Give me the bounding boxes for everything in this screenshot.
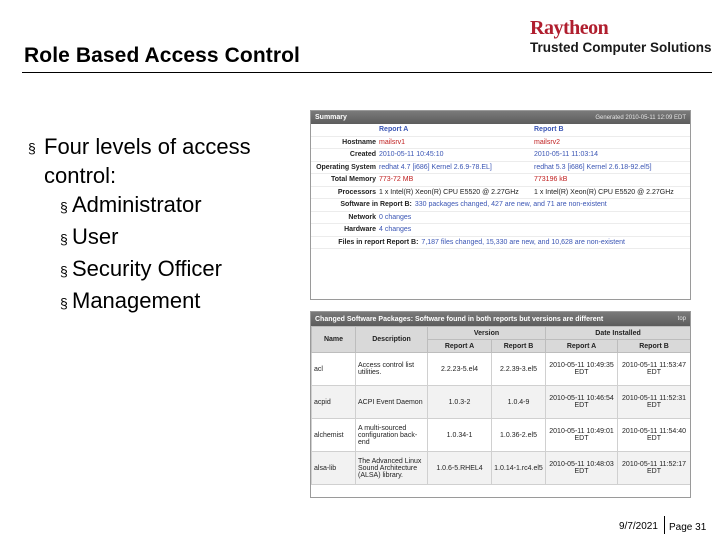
summary-hardware-row bbox=[311, 224, 690, 237]
software-label: Software in Report B: bbox=[340, 201, 412, 208]
summary-network-row bbox=[311, 212, 690, 225]
summary-value-a: 773-72 MB bbox=[379, 176, 414, 183]
access-level-label: Administrator bbox=[72, 192, 202, 217]
summary-label-spacer bbox=[311, 124, 379, 136]
col-description[interactable]: Description bbox=[356, 327, 428, 353]
package-description: ACPI Event Daemon bbox=[356, 386, 428, 419]
summary-row bbox=[311, 162, 690, 175]
packages-top-link[interactable]: top bbox=[677, 316, 686, 322]
summary-value-b: 2010-05-11 11:03:14 bbox=[534, 151, 598, 158]
files-label: Files in report Report B: bbox=[338, 238, 419, 246]
access-level-label: Management bbox=[72, 288, 201, 313]
summary-title: Summary bbox=[315, 114, 347, 121]
logo-brand: Raytheon bbox=[530, 17, 609, 39]
packages-table bbox=[311, 326, 691, 485]
bullet-main-text: Four levels of access control: bbox=[44, 134, 251, 188]
package-version-a: 2.2.23-5.el4 bbox=[428, 353, 492, 386]
summary-row-label: Hostname bbox=[342, 138, 376, 146]
logo-subtitle: Trusted Computer Solutions bbox=[530, 40, 712, 55]
package-date-b: 2010-05-11 11:52:31 EDT bbox=[618, 386, 691, 419]
footer-page-number: Page 31 bbox=[669, 522, 707, 533]
access-level-item bbox=[60, 222, 284, 254]
raytheon-logo bbox=[530, 17, 710, 56]
col-version: Version bbox=[428, 327, 546, 340]
summary-value-a[interactable]: mailsrv1 bbox=[379, 138, 406, 146]
summary-row bbox=[311, 149, 690, 162]
summary-value-b: redhat 5.3 [i686] Kernel 2.6.18-92.el5] bbox=[534, 163, 652, 171]
access-level-item bbox=[60, 190, 284, 222]
bullet-mark-icon: § bbox=[28, 140, 36, 156]
package-name: alsa-lib bbox=[312, 452, 356, 485]
access-level-list bbox=[60, 190, 284, 318]
summary-header bbox=[311, 111, 690, 124]
col-date-installed: Date Installed bbox=[546, 327, 691, 340]
package-version-b: 1.0.36-2.el5 bbox=[492, 419, 546, 452]
summary-row-label: Operating System bbox=[316, 163, 376, 171]
col-version-a[interactable]: Report A bbox=[428, 340, 492, 353]
summary-value-a: redhat 4.7 [i686] Kernel 2.6.9-78.EL] bbox=[379, 163, 492, 171]
summary-value-b[interactable]: mailsrv2 bbox=[534, 138, 561, 146]
package-version-a: 1.0.6-5.RHEL4 bbox=[428, 452, 492, 485]
summary-row bbox=[311, 174, 690, 187]
summary-column-headers bbox=[311, 124, 690, 137]
slide-title: Role Based Access Control bbox=[24, 44, 300, 67]
access-level-label: User bbox=[72, 224, 119, 249]
summary-value-b: 1 x Intel(R) Xeon(R) CPU E5520 @ 2.27GHz bbox=[534, 188, 674, 196]
package-version-a: 1.0.34-1 bbox=[428, 419, 492, 452]
package-version-b: 1.0.4-9 bbox=[492, 386, 546, 419]
changed-packages-screenshot bbox=[310, 311, 691, 498]
table-row bbox=[312, 419, 691, 452]
package-version-b: 2.2.39-3.el5 bbox=[492, 353, 546, 386]
access-level-label: Security Officer bbox=[72, 256, 222, 281]
summary-value-a: 2010-05-11 10:45:10 bbox=[379, 151, 444, 158]
package-date-a: 2010-05-11 10:49:35 EDT bbox=[546, 353, 618, 386]
table-row bbox=[312, 452, 691, 485]
summary-row-label: Processors bbox=[337, 188, 376, 196]
package-date-a: 2010-05-11 10:49:01 EDT bbox=[546, 419, 618, 452]
bullet-mark-icon: § bbox=[60, 199, 68, 215]
package-date-b: 2010-05-11 11:53:47 EDT bbox=[618, 353, 691, 386]
package-name: acpid bbox=[312, 386, 356, 419]
access-level-item bbox=[60, 286, 284, 318]
packages-header bbox=[311, 312, 690, 326]
package-description: A multi-sourced configuration back-end bbox=[356, 419, 428, 452]
package-date-b: 2010-05-11 11:54:40 EDT bbox=[618, 419, 691, 452]
title-divider bbox=[22, 72, 712, 73]
table-row bbox=[312, 386, 691, 419]
summary-col-a: Report A bbox=[379, 126, 409, 133]
footer-date: 9/7/2021 bbox=[619, 521, 658, 532]
network-label: Network bbox=[348, 213, 376, 221]
package-name: acl bbox=[312, 353, 356, 386]
summary-screenshot bbox=[310, 110, 691, 300]
bullet-mark-icon: § bbox=[60, 263, 68, 279]
footer-divider bbox=[664, 516, 665, 534]
package-date-a: 2010-05-11 10:48:03 EDT bbox=[546, 452, 618, 485]
package-description: Access control list utilities. bbox=[356, 353, 428, 386]
col-date-a[interactable]: Report A bbox=[546, 340, 618, 353]
bullet-mark-icon: § bbox=[60, 295, 68, 311]
col-version-b[interactable]: Report B bbox=[492, 340, 546, 353]
col-name[interactable]: Name bbox=[312, 327, 356, 353]
software-value[interactable]: 330 packages changed, 427 are new, and 71 are non-existent bbox=[414, 201, 607, 208]
bullet-mark-icon: § bbox=[60, 231, 68, 247]
col-date-b[interactable]: Report B bbox=[618, 340, 691, 353]
package-date-b: 2010-05-11 11:52:17 EDT bbox=[618, 452, 691, 485]
packages-header-row bbox=[312, 327, 691, 340]
summary-row bbox=[311, 137, 690, 150]
network-value[interactable]: 0 changes bbox=[379, 213, 412, 221]
package-name: alchemist bbox=[312, 419, 356, 452]
package-version-b: 1.0.14-1.rc4.el5 bbox=[492, 452, 546, 485]
summary-row-label: Total Memory bbox=[331, 176, 376, 183]
files-value[interactable]: 7,187 files changed, 15,330 are new, and 10,628 are non-existent bbox=[421, 238, 625, 246]
summary-col-b: Report B bbox=[534, 126, 564, 133]
bullet-main bbox=[28, 132, 284, 190]
packages-title: Changed Software Packages: Software found in both reports but versions are different bbox=[315, 315, 604, 323]
summary-table bbox=[311, 124, 690, 249]
package-version-a: 1.0.3-2 bbox=[428, 386, 492, 419]
summary-generated: Generated 2010-05-11 12:09 EDT bbox=[595, 114, 686, 121]
bullet-list bbox=[28, 132, 284, 318]
summary-row bbox=[311, 187, 690, 200]
access-level-item bbox=[60, 254, 284, 286]
summary-value-b: 773196 kB bbox=[534, 176, 568, 183]
summary-value-a: 1 x Intel(R) Xeon(R) CPU E5520 @ 2.27GHz bbox=[379, 188, 519, 196]
summary-software-row bbox=[311, 199, 690, 212]
hardware-value[interactable]: 4 changes bbox=[379, 226, 412, 233]
summary-files-row bbox=[311, 237, 690, 250]
package-description: The Advanced Linux Sound Architecture (ALSA) library. bbox=[356, 452, 428, 485]
package-date-a: 2010-05-11 10:46:54 EDT bbox=[546, 386, 618, 419]
table-row bbox=[312, 353, 691, 386]
hardware-label: Hardware bbox=[344, 226, 376, 233]
summary-row-label: Created bbox=[349, 151, 376, 158]
